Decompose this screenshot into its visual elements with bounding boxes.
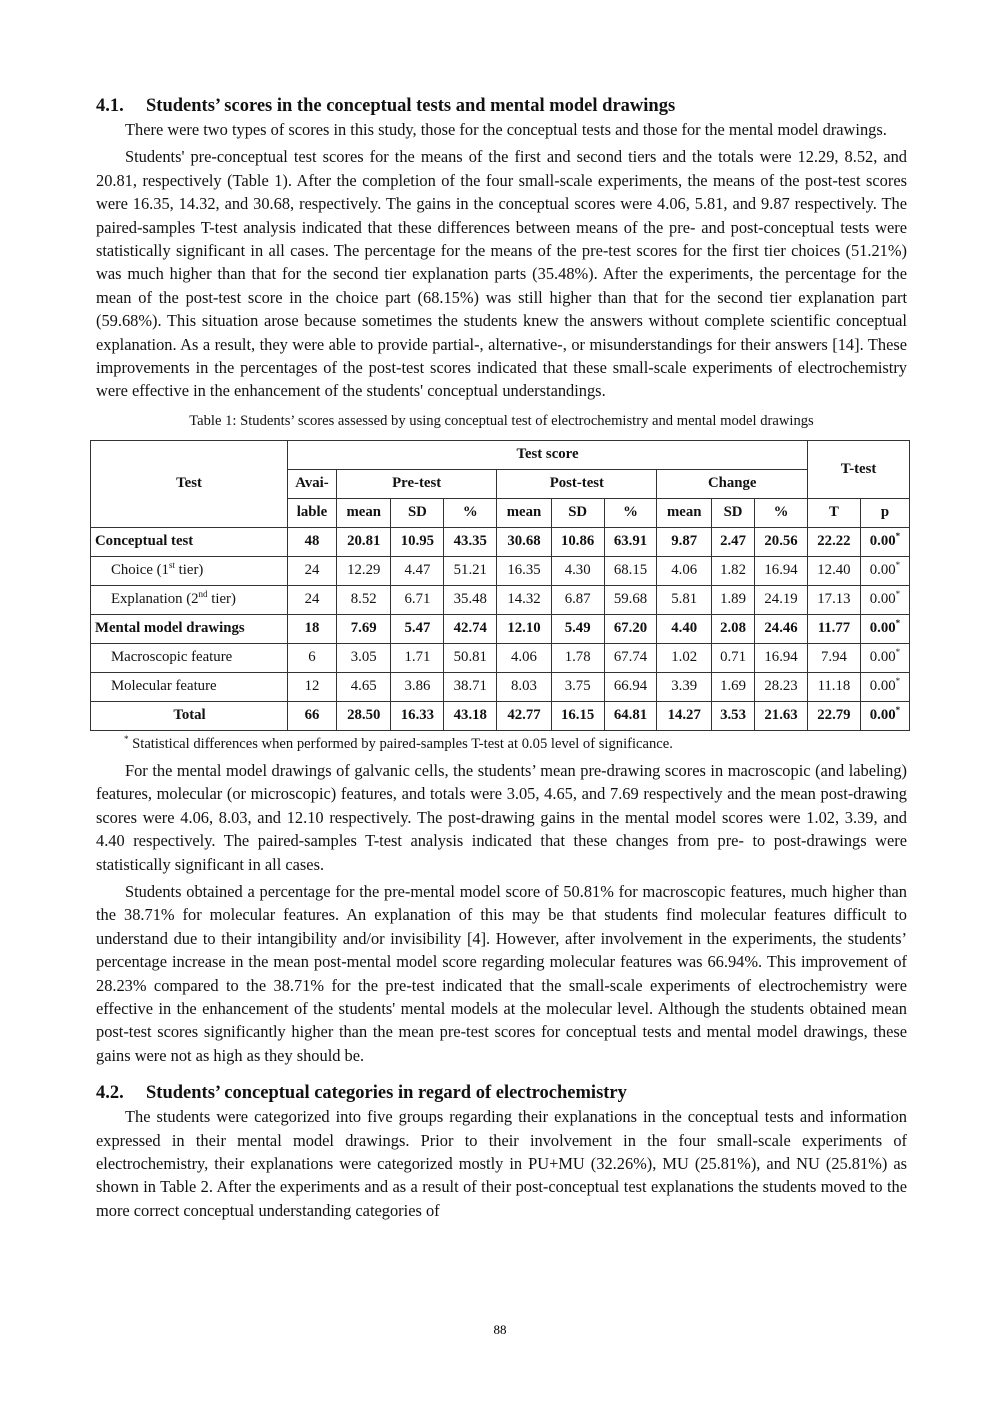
cell: 24.19 bbox=[755, 585, 808, 614]
sig-mark: * bbox=[895, 676, 901, 687]
cell: 59.68 bbox=[604, 585, 657, 614]
sig-mark: * bbox=[124, 734, 129, 745]
cell: 16.15 bbox=[551, 701, 604, 730]
scores-table bbox=[90, 440, 910, 731]
header-p: p bbox=[860, 498, 909, 527]
cell: 14.27 bbox=[657, 701, 711, 730]
cell: 4.65 bbox=[337, 672, 391, 701]
p-value: 0.00 bbox=[869, 591, 896, 608]
p-value: 0.00 bbox=[869, 533, 896, 550]
table-row bbox=[91, 585, 910, 614]
cell: 16.33 bbox=[391, 701, 444, 730]
p-value: 0.00 bbox=[869, 620, 896, 637]
cell: 3.05 bbox=[337, 643, 391, 672]
cell: 66.94 bbox=[604, 672, 657, 701]
cell: 24 bbox=[288, 585, 337, 614]
table-row bbox=[91, 556, 910, 585]
cell: 5.49 bbox=[551, 614, 604, 643]
label-tail: tier) bbox=[174, 562, 204, 579]
cell: 67.20 bbox=[604, 614, 657, 643]
p-value: 0.00 bbox=[869, 707, 896, 724]
cell bbox=[860, 527, 909, 556]
row-label: Macroscopic feature bbox=[91, 643, 288, 672]
cell: 10.86 bbox=[551, 527, 604, 556]
header-sd: SD bbox=[711, 498, 754, 527]
cell: 4.06 bbox=[657, 556, 711, 585]
cell: 22.79 bbox=[808, 701, 861, 730]
table-footnote bbox=[124, 734, 907, 754]
cell: 1.78 bbox=[551, 643, 604, 672]
cell: 2.47 bbox=[711, 527, 754, 556]
row-label: Conceptual test bbox=[91, 527, 288, 556]
cell: 4.47 bbox=[391, 556, 444, 585]
cell: 7.94 bbox=[808, 643, 861, 672]
table-row bbox=[91, 672, 910, 701]
cell: 11.77 bbox=[808, 614, 861, 643]
header-t: T bbox=[808, 498, 861, 527]
cell: 14.32 bbox=[497, 585, 551, 614]
cell: 5.47 bbox=[391, 614, 444, 643]
cell bbox=[860, 614, 909, 643]
cell: 20.81 bbox=[337, 527, 391, 556]
section-heading-4-2 bbox=[96, 1081, 907, 1105]
header-sd: SD bbox=[391, 498, 444, 527]
label-main: Choice (1 bbox=[111, 562, 169, 579]
cell: 11.18 bbox=[808, 672, 861, 701]
cell: 68.15 bbox=[604, 556, 657, 585]
cell: 16.94 bbox=[755, 556, 808, 585]
p-value: 0.00 bbox=[869, 649, 896, 666]
cell: 3.86 bbox=[391, 672, 444, 701]
header-pct: % bbox=[755, 498, 808, 527]
cell: 1.71 bbox=[391, 643, 444, 672]
header-post: Post-test bbox=[497, 469, 657, 498]
cell: 0.71 bbox=[711, 643, 754, 672]
section-heading-4-1 bbox=[96, 94, 907, 118]
page-content bbox=[96, 94, 907, 1222]
row-label: Total bbox=[91, 701, 288, 730]
header-mean: mean bbox=[337, 498, 391, 527]
cell bbox=[860, 672, 909, 701]
paragraph: The students were categorized into five groups regarding their explanations in the conceptual tests and information expressed in their mental model drawings. Prior to their involvement in the four small-scale experiments of electrochemistry, their explanations were categorized mostly in PU+MU (32.26%), MU (25.81%), and NU (25.81%) as shown in Table 2. After the experiments and as a result of their post-conceptual test explanations the students moved to the more correct conceptual understanding categories of bbox=[96, 1107, 907, 1220]
cell: 42.74 bbox=[444, 614, 497, 643]
cell: 64.81 bbox=[604, 701, 657, 730]
section-number: 4.2. bbox=[96, 1083, 124, 1104]
header-ttest: T-test bbox=[808, 440, 910, 498]
cell: 4.30 bbox=[551, 556, 604, 585]
header-sd: SD bbox=[551, 498, 604, 527]
header-pre: Pre-test bbox=[337, 469, 497, 498]
cell: 42.77 bbox=[497, 701, 551, 730]
cell: 12.29 bbox=[337, 556, 391, 585]
row-label bbox=[91, 556, 288, 585]
row-label bbox=[91, 585, 288, 614]
cell: 17.13 bbox=[808, 585, 861, 614]
cell: 12 bbox=[288, 672, 337, 701]
section-number: 4.1. bbox=[96, 96, 124, 116]
p-value: 0.00 bbox=[869, 678, 896, 695]
cell: 24 bbox=[288, 556, 337, 585]
header-change: Change bbox=[657, 469, 808, 498]
label-sup: st bbox=[168, 560, 175, 571]
cell: 5.81 bbox=[657, 585, 711, 614]
cell: 3.39 bbox=[657, 672, 711, 701]
table-row bbox=[91, 527, 910, 556]
paragraph: Students obtained a percentage for the pre-mental model score of 50.81% for macroscopic features, much higher than the 38.71% for molecular features. An explanation of this may be that students find molecular features difficult to understand due to their intangibility and/or invisibility [4]. However, after involvement in the experiments, the students’ percentage increase in the mean post-mental model score regarding molecular features was 66.94%. This improvement of 28.23% compared to the 38.71% for the pre-test indicated that the small-scale experiments of electrochemistry were effective in the enhancement of the students' mental models at the molecular level. Although the students obtained mean post-test scores significantly higher than the mean pre-test scores for conceptual tests and mental model drawings, these gains were not as high as they should be. bbox=[96, 881, 907, 1065]
header-avai: Avai- bbox=[288, 469, 337, 498]
cell bbox=[860, 585, 909, 614]
cell: 48 bbox=[288, 527, 337, 556]
cell: 35.48 bbox=[444, 585, 497, 614]
cell: 4.06 bbox=[497, 643, 551, 672]
sig-mark: * bbox=[895, 589, 901, 600]
page-number: 88 bbox=[493, 1322, 507, 1337]
cell: 43.35 bbox=[444, 527, 497, 556]
cell: 16.35 bbox=[497, 556, 551, 585]
cell: 8.52 bbox=[337, 585, 391, 614]
paragraph: There were two types of scores in this study, those for the conceptual tests and those for the mental model drawings. bbox=[125, 120, 887, 139]
header-pct: % bbox=[604, 498, 657, 527]
cell: 7.69 bbox=[337, 614, 391, 643]
sig-mark: * bbox=[895, 647, 901, 658]
cell: 43.18 bbox=[444, 701, 497, 730]
cell: 3.75 bbox=[551, 672, 604, 701]
header-test-score: Test score bbox=[288, 440, 808, 469]
paragraph: Students' pre-conceptual test scores for the means of the first and second tiers and the totals were 12.29, 8.52, and 20.81, respectively (Table 1). After the completion of the four small-scale experiments, the means of the post-test scores were 16.35, 14.32, and 30.68, respectively. The gains in the conceptual scores were 4.06, 5.81, and 9.87 respectively. The paired-samples T-test analysis indicated that these differences between means of the pre- and post-conceptual tests were statistically significant in all cases. The percentage for the means of the pre-test scores for the first tier choices (51.21%) was much higher than that for the second tier explanation parts (35.48%). After the experiments, the percentage for the mean of the post-test score in the choice part (68.15%) was still higher than that for the second tier explanation part (59.68%). This situation arose because sometimes the students knew the answers without complete scientific conceptual explanation. As a result, they were able to provide partial-, alternative-, or misunderstandings for their answers [14]. These improvements in the percentages of the post-test scores indicated that these small-scale experiments of electrochemistry were effective in the enhancement of the students' conceptual understandings. bbox=[96, 147, 907, 401]
label-tail: tier) bbox=[207, 591, 236, 608]
cell: 1.02 bbox=[657, 643, 711, 672]
cell: 6.71 bbox=[391, 585, 444, 614]
header-test: Test bbox=[91, 440, 288, 527]
cell: 1.82 bbox=[711, 556, 754, 585]
cell: 6.87 bbox=[551, 585, 604, 614]
cell: 18 bbox=[288, 614, 337, 643]
cell: 6 bbox=[288, 643, 337, 672]
cell: 10.95 bbox=[391, 527, 444, 556]
cell: 30.68 bbox=[497, 527, 551, 556]
cell: 1.69 bbox=[711, 672, 754, 701]
cell: 66 bbox=[288, 701, 337, 730]
cell: 3.53 bbox=[711, 701, 754, 730]
cell: 2.08 bbox=[711, 614, 754, 643]
cell: 8.03 bbox=[497, 672, 551, 701]
cell: 63.91 bbox=[604, 527, 657, 556]
row-label: Molecular feature bbox=[91, 672, 288, 701]
cell: 28.50 bbox=[337, 701, 391, 730]
cell: 22.22 bbox=[808, 527, 861, 556]
cell: 4.40 bbox=[657, 614, 711, 643]
header-pct: % bbox=[444, 498, 497, 527]
section-title: Students’ scores in the conceptual tests and mental model drawings bbox=[146, 96, 676, 116]
cell: 67.74 bbox=[604, 643, 657, 672]
table-row bbox=[91, 701, 910, 730]
cell: 20.56 bbox=[755, 527, 808, 556]
cell: 9.87 bbox=[657, 527, 711, 556]
cell: 12.40 bbox=[808, 556, 861, 585]
section-title: Students’ conceptual categories in regard of electrochemistry bbox=[146, 1083, 627, 1104]
table-row bbox=[91, 614, 910, 643]
header-lable: lable bbox=[288, 498, 337, 527]
paragraph: For the mental model drawings of galvanic cells, the students’ mean pre-drawing scores in macroscopic (and labeling) features, molecular (or microscopic) features, and totals were 3.05, 4.65, and 7.69 respectively and the mean post-drawing scores were 4.06, 8.03, and 12.10 respectively. The post-drawing gains in the mental model scores were 1.02, 3.39, and 4.40 respectively. The paired-samples T-test analysis indicated that these changes from pre- to post-drawings were statistically significant in all cases. bbox=[96, 760, 907, 874]
cell: 16.94 bbox=[755, 643, 808, 672]
sig-mark: * bbox=[895, 531, 901, 542]
cell: 51.21 bbox=[444, 556, 497, 585]
cell: 1.89 bbox=[711, 585, 754, 614]
label-sup: nd bbox=[198, 589, 208, 600]
footnote-text: Statistical differences when performed by paired-samples T-test at 0.05 level of significance. bbox=[132, 735, 673, 752]
sig-mark: * bbox=[895, 618, 901, 629]
header-mean: mean bbox=[497, 498, 551, 527]
p-value: 0.00 bbox=[869, 562, 896, 579]
cell: 50.81 bbox=[444, 643, 497, 672]
label-main: Explanation (2 bbox=[111, 591, 199, 608]
row-label: Mental model drawings bbox=[91, 614, 288, 643]
table-row bbox=[91, 643, 910, 672]
sig-mark: * bbox=[895, 560, 901, 571]
cell: 24.46 bbox=[755, 614, 808, 643]
table-caption: Table 1: Students’ scores assessed by using conceptual test of electrochemistry and mental model drawings bbox=[189, 412, 814, 429]
sig-mark: * bbox=[895, 705, 901, 716]
cell bbox=[860, 701, 909, 730]
cell: 12.10 bbox=[497, 614, 551, 643]
cell: 28.23 bbox=[755, 672, 808, 701]
cell: 38.71 bbox=[444, 672, 497, 701]
cell bbox=[860, 643, 909, 672]
header-mean: mean bbox=[657, 498, 711, 527]
cell: 21.63 bbox=[755, 701, 808, 730]
cell bbox=[860, 556, 909, 585]
